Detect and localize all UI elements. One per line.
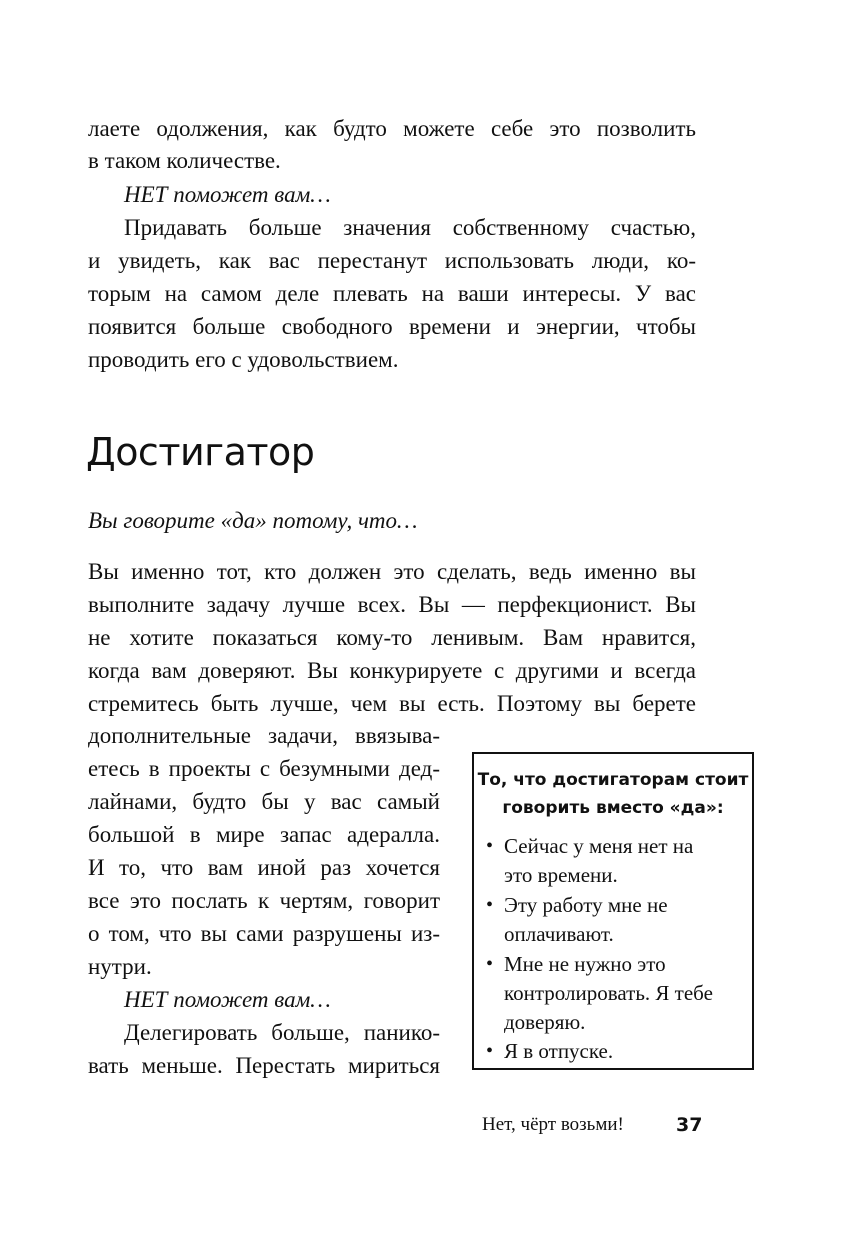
body-text-line: дополнительные задачи, ввязыва-: [88, 723, 440, 748]
body-text-line: вать меньше. Перестать мириться: [88, 1053, 440, 1078]
bullet-icon: •: [486, 1040, 494, 1062]
sidebox-title-line: говорить вместо «да»:: [502, 798, 724, 818]
body-text-line: И то, что вам иной раз хочется: [88, 855, 440, 880]
section-heading: Достигатор: [86, 430, 315, 474]
body-text-line: Делегировать больше, панико-: [124, 1020, 440, 1045]
tip-sidebox: [472, 752, 754, 1070]
body-text-line: Вы именно тот, кто должен это сделать, ведь именно вы: [88, 559, 696, 584]
sidebox-item-line: контролировать. Я тебе: [504, 981, 713, 1005]
body-text-line: появится больше свободного времени и энергии, чтобы: [88, 314, 696, 339]
sidebox-item-line: Мне не нужно это: [504, 952, 666, 976]
running-title: Нет, чёрт возьми!: [482, 1114, 624, 1135]
body-text-line: выполните задачу лучше всех. Вы — перфекционист. Вы: [88, 592, 696, 617]
sidebox-item-line: доверяю.: [504, 1010, 586, 1034]
sidebox-title-line: То, что достигаторам стоит: [477, 770, 749, 790]
body-text-line: лаете одолжения, как будто можете себе это позволить: [88, 116, 696, 141]
body-text-line: проводить его с удовольствием.: [88, 347, 399, 372]
body-text-line: нутри.: [88, 954, 152, 979]
body-text-line: о том, что вы сами разрушены из-: [88, 921, 440, 946]
body-text-line: етесь в проекты с безумными дед-: [88, 756, 440, 781]
body-text-line: в таком количестве.: [88, 148, 281, 173]
sidebox-item-line: Сейчас у меня нет на: [504, 834, 694, 858]
body-text-line: не хотите показаться кому-то ленивым. Вам нравится,: [88, 625, 696, 650]
sidebox-item-line: Я в отпуске.: [504, 1039, 614, 1063]
bullet-icon: •: [486, 894, 494, 916]
body-text-line: торым на самом деле плевать на ваши интересы. У вас: [88, 281, 696, 306]
sidebox-item-line: Эту работу мне не: [504, 893, 668, 917]
body-text-line: когда вам доверяют. Вы конкурируете с другими и всегда: [88, 658, 696, 683]
sidebox-item-line: оплачивают.: [504, 922, 614, 946]
body-text-line: все это послать к чертям, говорит: [88, 888, 440, 913]
bullet-icon: •: [486, 953, 494, 975]
sidebox-item-line: это времени.: [504, 863, 618, 887]
body-text-line: большой в мире запас адералла.: [88, 822, 440, 847]
page-number: 37: [676, 1114, 703, 1136]
body-text-line: стремитесь быть лучше, чем вы есть. Поэтому вы берете: [88, 691, 696, 716]
bullet-icon: •: [486, 835, 494, 857]
section-subtitle: Вы говорите «да» потому, что…: [88, 508, 418, 533]
body-text-line: лайнами, будто бы у вас самый: [88, 789, 440, 814]
help-label: НЕТ поможет вам…: [124, 182, 331, 207]
body-text-line: Придавать больше значения собственному счастью,: [124, 215, 696, 240]
body-text-line: и увидеть, как вас перестанут использовать люди, ко-: [88, 248, 696, 273]
help-label: НЕТ поможет вам…: [124, 987, 331, 1012]
